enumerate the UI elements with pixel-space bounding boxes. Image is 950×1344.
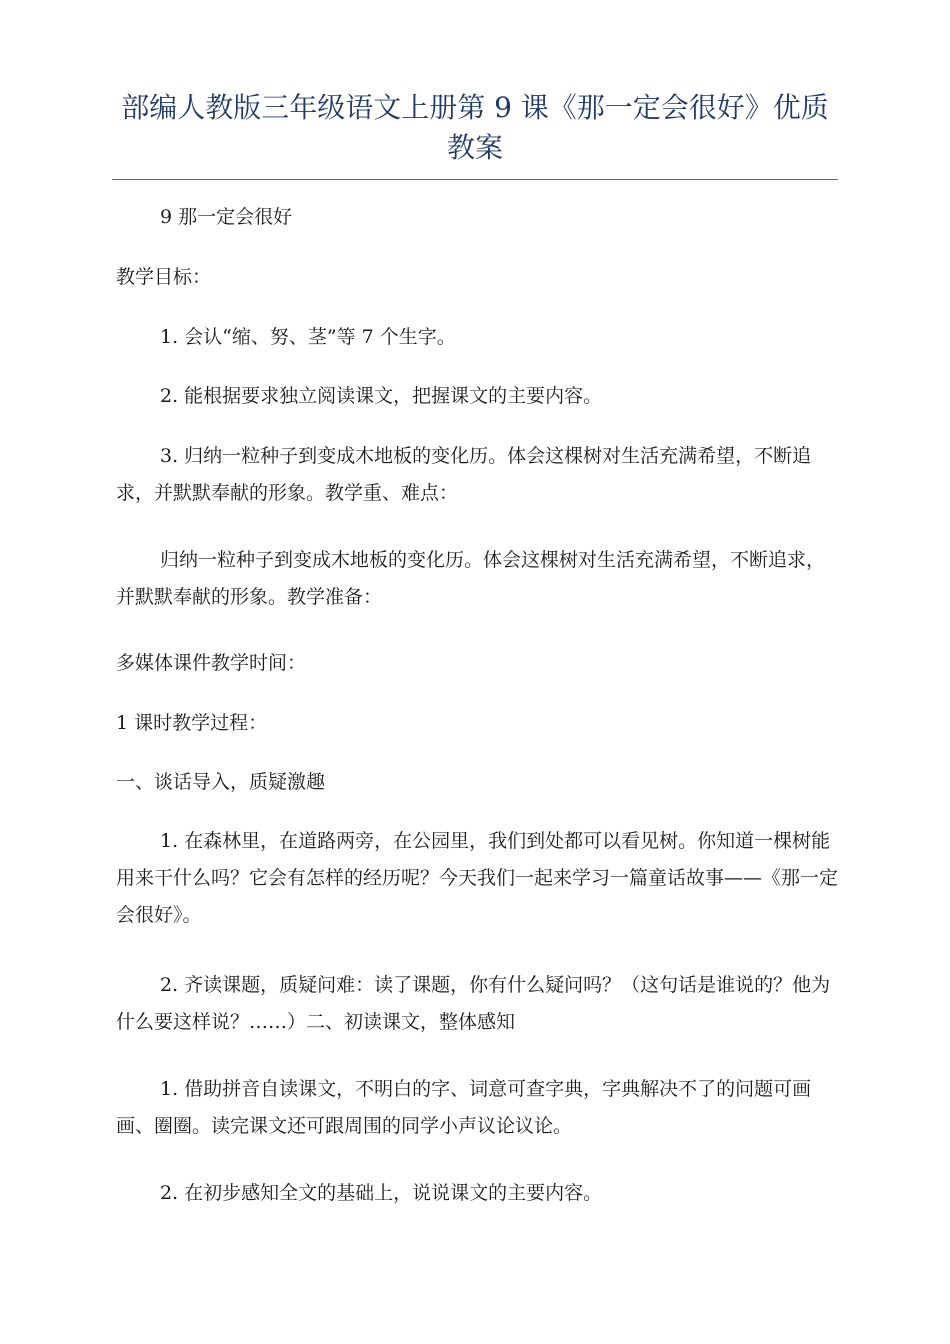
intro-step-1: 1. 在森林里，在道路两旁，在公园里，我们到处都可以看见树。你知道一棵树能用来干什么吗？它会有怎样的经历呢？今天我们一起来学习一篇童话故事——《那一定会很好》。 — [116, 830, 839, 926]
objective-1: 1. 会认“缩、努、茎”等 7 个生字。 — [160, 326, 456, 348]
section-label-objectives: 教学目标： — [116, 266, 212, 288]
lesson-heading: 9 那一定会很好 — [160, 206, 293, 228]
key-difficulties: 归纳一粒种子到变成木地板的变化历。体会这棵树对生活充满希望，不断追求，并默默奉献的形象。教学准备： — [116, 549, 826, 608]
reading-step-1: 1. 借助拼音自读课文，不明白的字、词意可查字典，字典解决不了的问题可画画、圈圈。读完课文还可跟周围的同学小声议论议论。 — [116, 1078, 812, 1137]
reading-step-2: 2. 在初步感知全文的基础上，说说课文的主要内容。 — [160, 1182, 603, 1204]
section-label-process: 1 课时教学过程： — [116, 712, 268, 734]
objective-2: 2. 能根据要求独立阅读课文，把握课文的主要内容。 — [160, 385, 603, 407]
title-divider — [112, 179, 838, 180]
section-label-preparation: 多媒体课件教学时间： — [116, 652, 307, 674]
section-heading-intro: 一、谈话导入，质疑激趣 — [116, 771, 326, 793]
objective-3: 3. 归纳一粒种子到变成木地板的变化历。体会这棵树对生活充满希望，不断追求，并默默奉献的形象。教学重、难点： — [116, 445, 812, 504]
intro-step-2: 2. 齐读课题，质疑问难：读了课题，你有什么疑问吗？（这句话是谁说的？他为什么要这样说？……）二、初读课文，整体感知 — [116, 974, 831, 1033]
document-title: 部编人教版三年级语文上册第 9 课《那一定会很好》优质教案 — [121, 91, 829, 164]
